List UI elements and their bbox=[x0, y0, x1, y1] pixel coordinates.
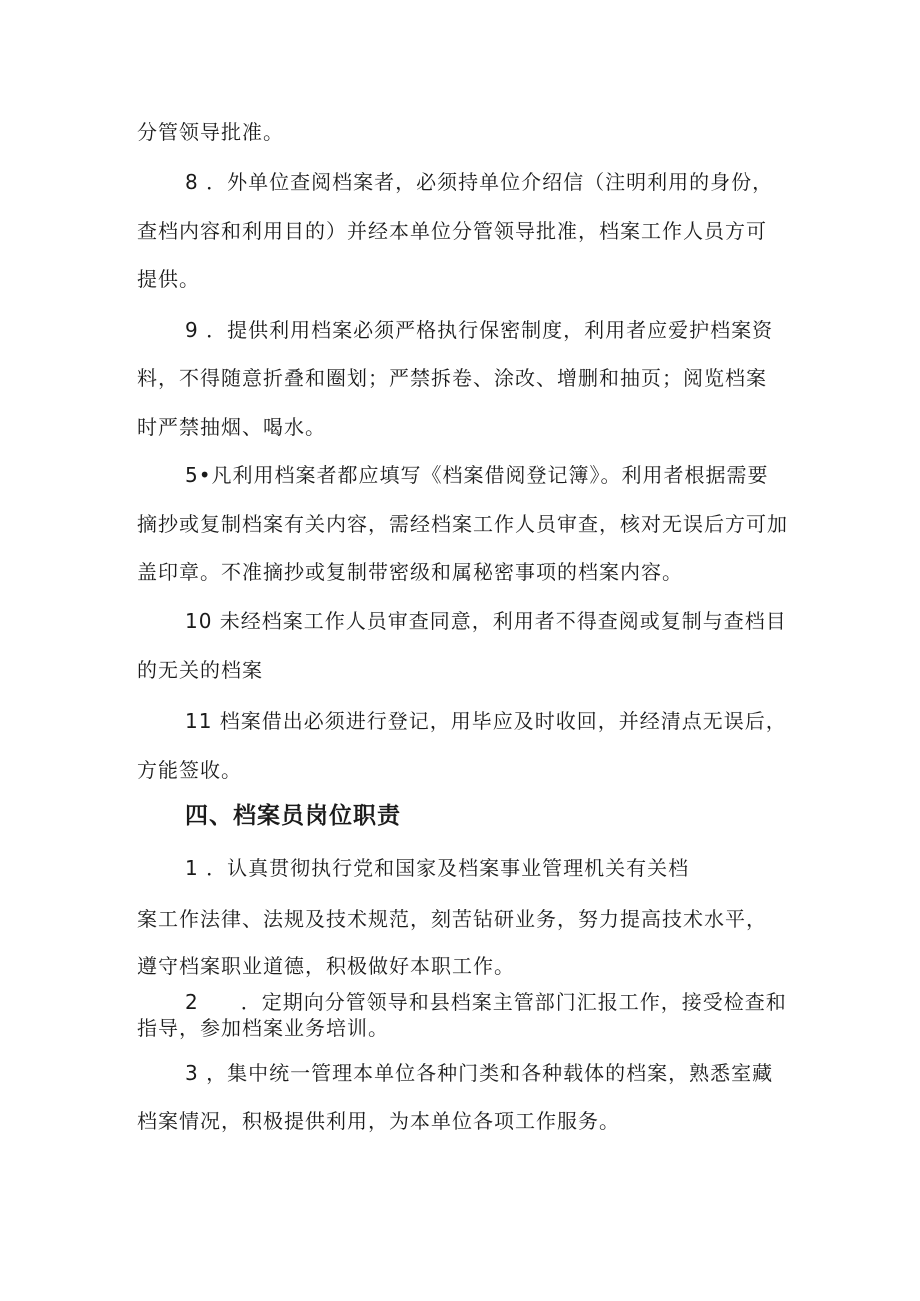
item-5-line-1: 5•凡利用档案者都应填写《档案借阅登记簿》。利用者根据需要 bbox=[185, 463, 769, 487]
item-9-line-1: 9 ．提供利用档案必须严格执行保密制度，利用者应爱护档案资 bbox=[185, 318, 774, 342]
duty-2-line-2: 指导，参加档案业务培训。 bbox=[137, 1016, 389, 1040]
item-10-line-2: 的无关的档案 bbox=[137, 658, 263, 682]
item-10-line-1: 10 未经档案工作人员审查同意，利用者不得查阅或复制与查档目 bbox=[185, 609, 787, 633]
text-line: 分管领导批准。 bbox=[137, 120, 284, 144]
duty-3-line-1: 3 ，集中统一管理本单位各种门类和各种载体的档案，熟悉室藏 bbox=[185, 1061, 774, 1085]
duty-1-line-2: 案工作法律、法规及技术规范，刻苦钻研业务，努力提高技术水平， bbox=[137, 907, 767, 931]
section-4-title: 四、档案员岗位职责 bbox=[185, 803, 401, 829]
duty-1-line-3: 遵守档案职业道德，积极做好本职工作。 bbox=[137, 954, 515, 978]
item-8-line-1: 8 ．外单位查阅档案者，必须持单位介绍信（注明利用的身份， bbox=[185, 170, 774, 194]
item-11-line-2: 方能签收。 bbox=[137, 758, 242, 782]
item-11-line-1: 11 档案借出必须进行登记，用毕应及时收回，并经清点无误后， bbox=[185, 709, 787, 733]
item-5-line-3: 盖印章。不准摘抄或复制带密级和属秘密事项的档案内容。 bbox=[137, 560, 683, 584]
item-9-line-2: 料，不得随意折叠和圈划；严禁拆卷、涂改、增删和抽页；阅览档案 bbox=[137, 366, 767, 390]
duty-2-line-1: 2 ．定期向分管领导和县档案主管部门汇报工作，接受检查和 bbox=[185, 990, 787, 1014]
item-8-line-2: 查档内容和利用目的）并经本单位分管领导批准，档案工作人员方可 bbox=[137, 219, 767, 243]
duty-1-line-1: 1 ．认真贯彻执行党和国家及档案事业管理机关有关档 bbox=[185, 856, 690, 880]
duty-3-line-2: 档案情况，积极提供利用，为本单位各项工作服务。 bbox=[137, 1109, 620, 1133]
item-9-line-3: 时严禁抽烟、喝水。 bbox=[137, 415, 326, 439]
item-5-line-2: 摘抄或复制档案有关内容，需经档案工作人员审查，核对无误后方可加 bbox=[137, 512, 788, 536]
item-8-line-3: 提供。 bbox=[137, 267, 200, 291]
